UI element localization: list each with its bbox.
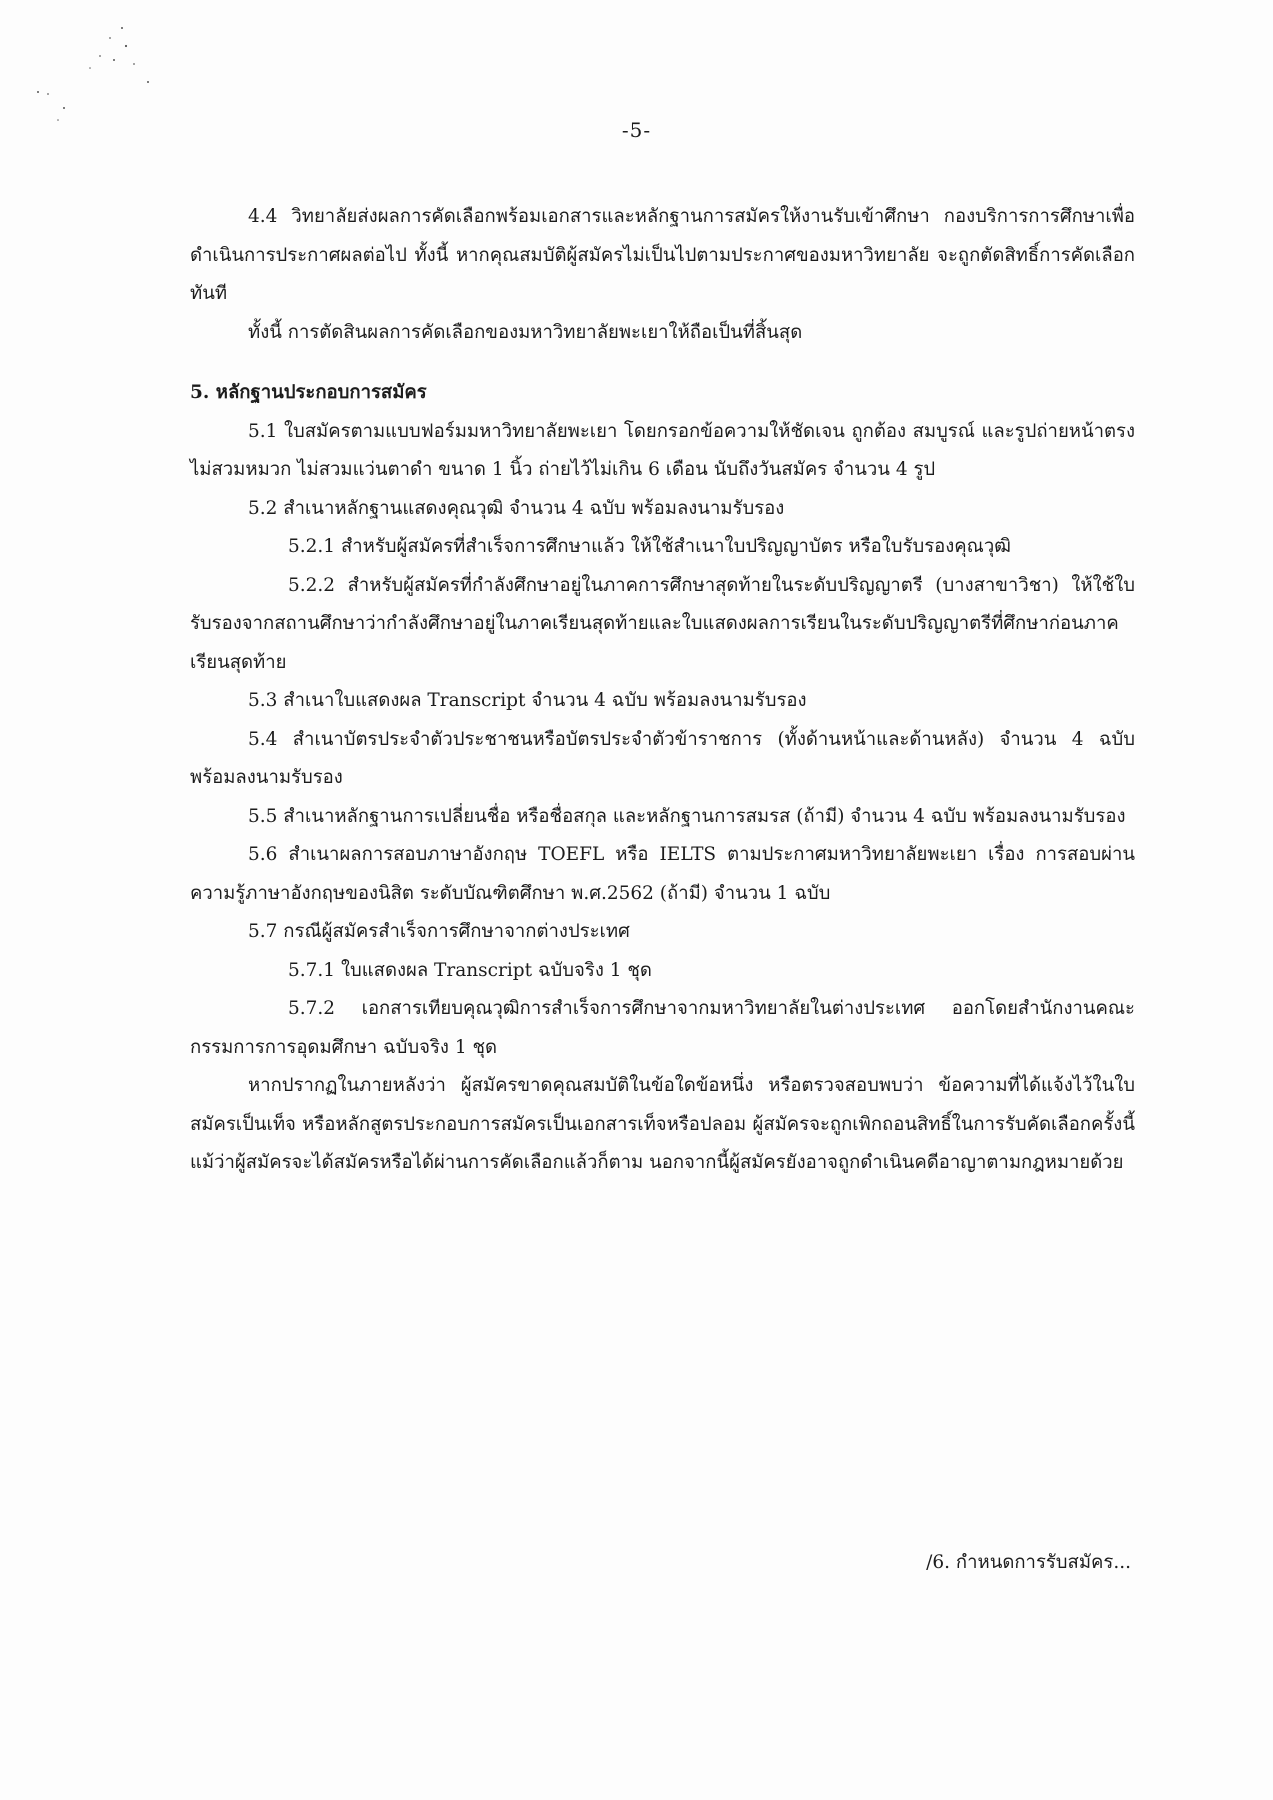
paragraph-4-4: 4.4 วิทยาลัยส่งผลการคัดเลือกพร้อมเอกสารและหลักฐานการสมัครให้งานรับเข้าศึกษา กองบริการการศึกษาเพื่อดำเนินการประกาศผลต่อไป ทั้งนี้ หากคุณสมบัติผู้สมัครไม่เป็นไปตามประกาศของมหาวิทยาลัย จะถูกตัดสิทธิ์การคัดเลือกทันที (190, 206, 1135, 304)
paragraph-5-2: 5.2 สำเนาหลักฐานแสดงคุณวุฒิ จำนวน 4 ฉบับ พร้อมลงนามรับรอง (248, 497, 785, 519)
paragraph-5-3: 5.3 สำเนาใบแสดงผล Transcript จำนวน 4 ฉบับ พร้อมลงนามรับรอง (248, 690, 807, 711)
paragraph-5-7: 5.7 กรณีผู้สมัครสำเร็จการศึกษาจากต่างประเทศ (248, 921, 630, 942)
page-number: -5- (621, 118, 652, 142)
paragraph-5-7-1: 5.7.1 ใบแสดงผล Transcript ฉบับจริง 1 ชุด (288, 959, 652, 981)
paragraph-5-7-2: 5.7.2 เอกสารเทียบคุณวุฒิการสำเร็จการศึกษาจากมหาวิทยาลัยในต่างประเทศ ออกโดยสำนักงานคณะกรรมการการอุดมศึกษา ฉบับจริง 1 ชุด (190, 998, 1135, 1058)
paragraph-5-6: 5.6 สำเนาผลการสอบภาษาอังกฤษ TOEFL หรือ IELTS ตามประกาศมหาวิทยาลัยพะเยา เรื่อง การสอบผ่านความรู้ภาษาอังกฤษของนิสิต ระดับบัณฑิตศึกษา พ.ศ.2562 (ถ้ามี) จำนวน 1 ฉบับ (190, 844, 1135, 904)
continuation-note: /6. กำหนดการรับสมัคร... (926, 1552, 1131, 1573)
paragraph-5-5: 5.5 สำเนาหลักฐานการเปลี่ยนชื่อ หรือชื่อสกุล และหลักฐานการสมรส (ถ้ามี) จำนวน 4 ฉบับ พร้อมลงนามรับรอง (248, 805, 1126, 827)
paragraph-warning: หากปรากฏในภายหลังว่า ผู้สมัครขาดคุณสมบัติในข้อใดข้อหนึ่ง หรือตรวจสอบพบว่า ข้อความที่ได้แจ้งไว้ในใบสมัครเป็นเท็จ หรือหลักสูตรประกอบการสมัครเป็นเอกสารเท็จหรือปลอม ผู้สมัครจะถูกเพิกถอนสิทธิ์ในการรับคัดเลือกครั้งนี้ แม้ว่าผู้สมัครจะได้สมัครหรือได้ผ่านการคัดเลือกแล้วก็ตาม นอกจากนี้ผู้สมัครยังอาจถูกดำเนินคดีอาญาตามกฎหมายด้วย (190, 1075, 1135, 1173)
document-body (190, 198, 1135, 1183)
paragraph-5-2-2: 5.2.2 สำหรับผู้สมัครที่กำลังศึกษาอยู่ในภาคการศึกษาสุดท้ายในระดับปริญญาตรี (บางสาขาวิชา) ให้ใช้ใบรับรองจากสถานศึกษาว่ากำลังศึกษาอยู่ในภาคเรียนสุดท้ายและใบแสดงผลการเรียนในระดับปริญญาตรีที่ศึกษาก่อนภาคเรียนสุดท้าย (190, 574, 1135, 673)
paragraph-5-4: 5.4 สำเนาบัตรประจำตัวประชาชนหรือบัตรประจำตัวข้าราชการ (ทั้งด้านหน้าและด้านหลัง) จำนวน 4 ฉบับ พร้อมลงนามรับรอง (190, 728, 1135, 788)
paragraph-5-2-1: 5.2.1 สำหรับผู้สมัครที่สำเร็จการศึกษาแล้ว ให้ใช้สำเนาใบปริญญาบัตร หรือใบรับรองคุณวุฒิ (288, 536, 1011, 557)
scan-specks (30, 20, 180, 130)
section-heading-5: 5. หลักฐานประกอบการสมัคร (190, 382, 427, 403)
section-gap (190, 352, 1135, 374)
paragraph-final-decision: ทั้งนี้ การตัดสินผลการคัดเลือกของมหาวิทยาลัยพะเยาให้ถือเป็นที่สิ้นสุด (248, 321, 803, 343)
paragraph-5-1: 5.1 ใบสมัครตามแบบฟอร์มมหาวิทยาลัยพะเยา โดยกรอกข้อความให้ชัดเจน ถูกต้อง สมบูรณ์ และรูปถ่ายหน้าตรง ไม่สวมหมวก ไม่สวมแว่นตาดำ ขนาด 1 นิ้ว ถ่ายไว้ไม่เกิน 6 เดือน นับถึงวันสมัคร จำนวน 4 รูป (190, 420, 1135, 480)
